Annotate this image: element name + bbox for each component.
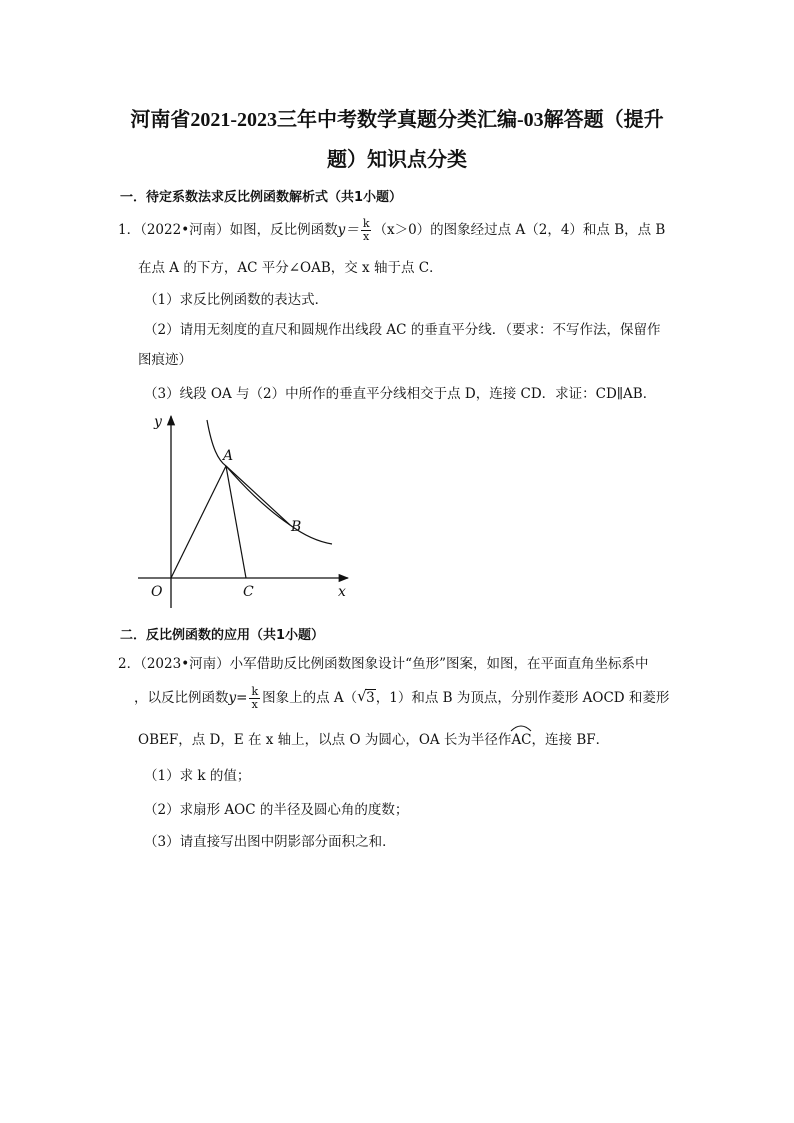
q1-frac-den: x: [363, 230, 370, 243]
q1-y: y＝: [337, 222, 359, 238]
q1-sub2a: （2）请用无刻度的直尺和圆规作出线段 AC 的垂直平分线．（要求：不写作法，保留作: [144, 322, 661, 338]
q2-sub1: （1）求 k 的值；: [144, 768, 251, 784]
q2-y: y=: [228, 690, 248, 706]
q2-sub2: （2）求扇形 AOC 的半径及圆心角的度数；: [144, 802, 409, 818]
q1-sub2b: 图痕迹）: [138, 352, 192, 368]
q2-line1: [118, 654, 648, 674]
page-title-line1: 河南省2021-2023三年中考数学真题分类汇编-03解答题（提升: [130, 109, 664, 131]
q2-line2-a: ，以反比例函数: [134, 690, 229, 706]
q2-frac-num: k: [251, 685, 259, 698]
segment-OA: [171, 466, 226, 578]
q2-fraction: [249, 686, 260, 711]
q1-sub1: （1）求反比例函数的表达式．: [144, 292, 329, 308]
label-O: O: [151, 584, 163, 600]
q2-line3-a: OBEF，点 D，E 在 x 轴上，以点 O 为圆心，OA 长为半径作: [138, 732, 512, 748]
q2-line1-text: （2023•河南）小军借助反比例函数图象设计“鱼形”图案，如图，在平面直角坐标系中: [140, 656, 649, 672]
q2-arc-label: AC: [511, 732, 532, 748]
q1-sub3: （3）线段 OA 与（2）中所作的垂直平分线相交于点 D，连接 CD．求证：CD∥AB．: [144, 386, 657, 402]
label-B: B: [291, 519, 302, 535]
hyperbola-curve: [207, 420, 332, 544]
q2-line3: [138, 730, 609, 750]
q2-number: 2．: [118, 656, 141, 672]
q1-fraction: [361, 218, 372, 243]
segment-AB: [226, 466, 290, 525]
q1-source: （2022•河南）如图，反比例函数: [140, 222, 338, 238]
q2-line3-b: ，连接 BF．: [531, 732, 610, 748]
q2-sqrt-radicand: 3: [366, 690, 375, 706]
q1-figure: [130, 408, 360, 613]
q2-line2-c: ，1）和点 B 为顶点，分别作菱形 AOCD 和菱形: [375, 690, 670, 706]
q1-number: 1．: [118, 222, 141, 238]
q2-line2: [134, 686, 669, 711]
arc-mark-icon: [510, 724, 532, 732]
section1-heading: 一．待定系数法求反比例函数解析式（共1小题）: [120, 190, 403, 205]
label-x: x: [338, 584, 346, 600]
page-title-line2: 题）知识点分类: [327, 149, 467, 171]
q2-sqrt: [357, 688, 376, 708]
segment-AC: [226, 466, 246, 578]
q2-line2-b: 图象上的点 A（: [262, 690, 358, 706]
label-C: C: [243, 584, 254, 600]
q2-sub3: （3）请直接写出图中阴影部分面积之和．: [144, 834, 396, 850]
q1-condition: （x＞0）的图象经过点 A（2，4）和点 B，点 B: [373, 222, 666, 238]
q1-line2: 在点 A 的下方，AC 平分∠OAB，交 x 轴于点 C．: [138, 260, 443, 276]
q1-frac-num: k: [362, 217, 370, 230]
q1-line1: [118, 218, 665, 243]
q2-arc: [511, 730, 531, 750]
label-A: A: [223, 448, 234, 464]
section2-heading: 二．反比例函数的应用（共1小题）: [120, 628, 325, 643]
q2-frac-den: x: [251, 698, 258, 711]
sqrt-sign-icon: √: [357, 687, 367, 705]
label-y: y: [154, 414, 162, 430]
